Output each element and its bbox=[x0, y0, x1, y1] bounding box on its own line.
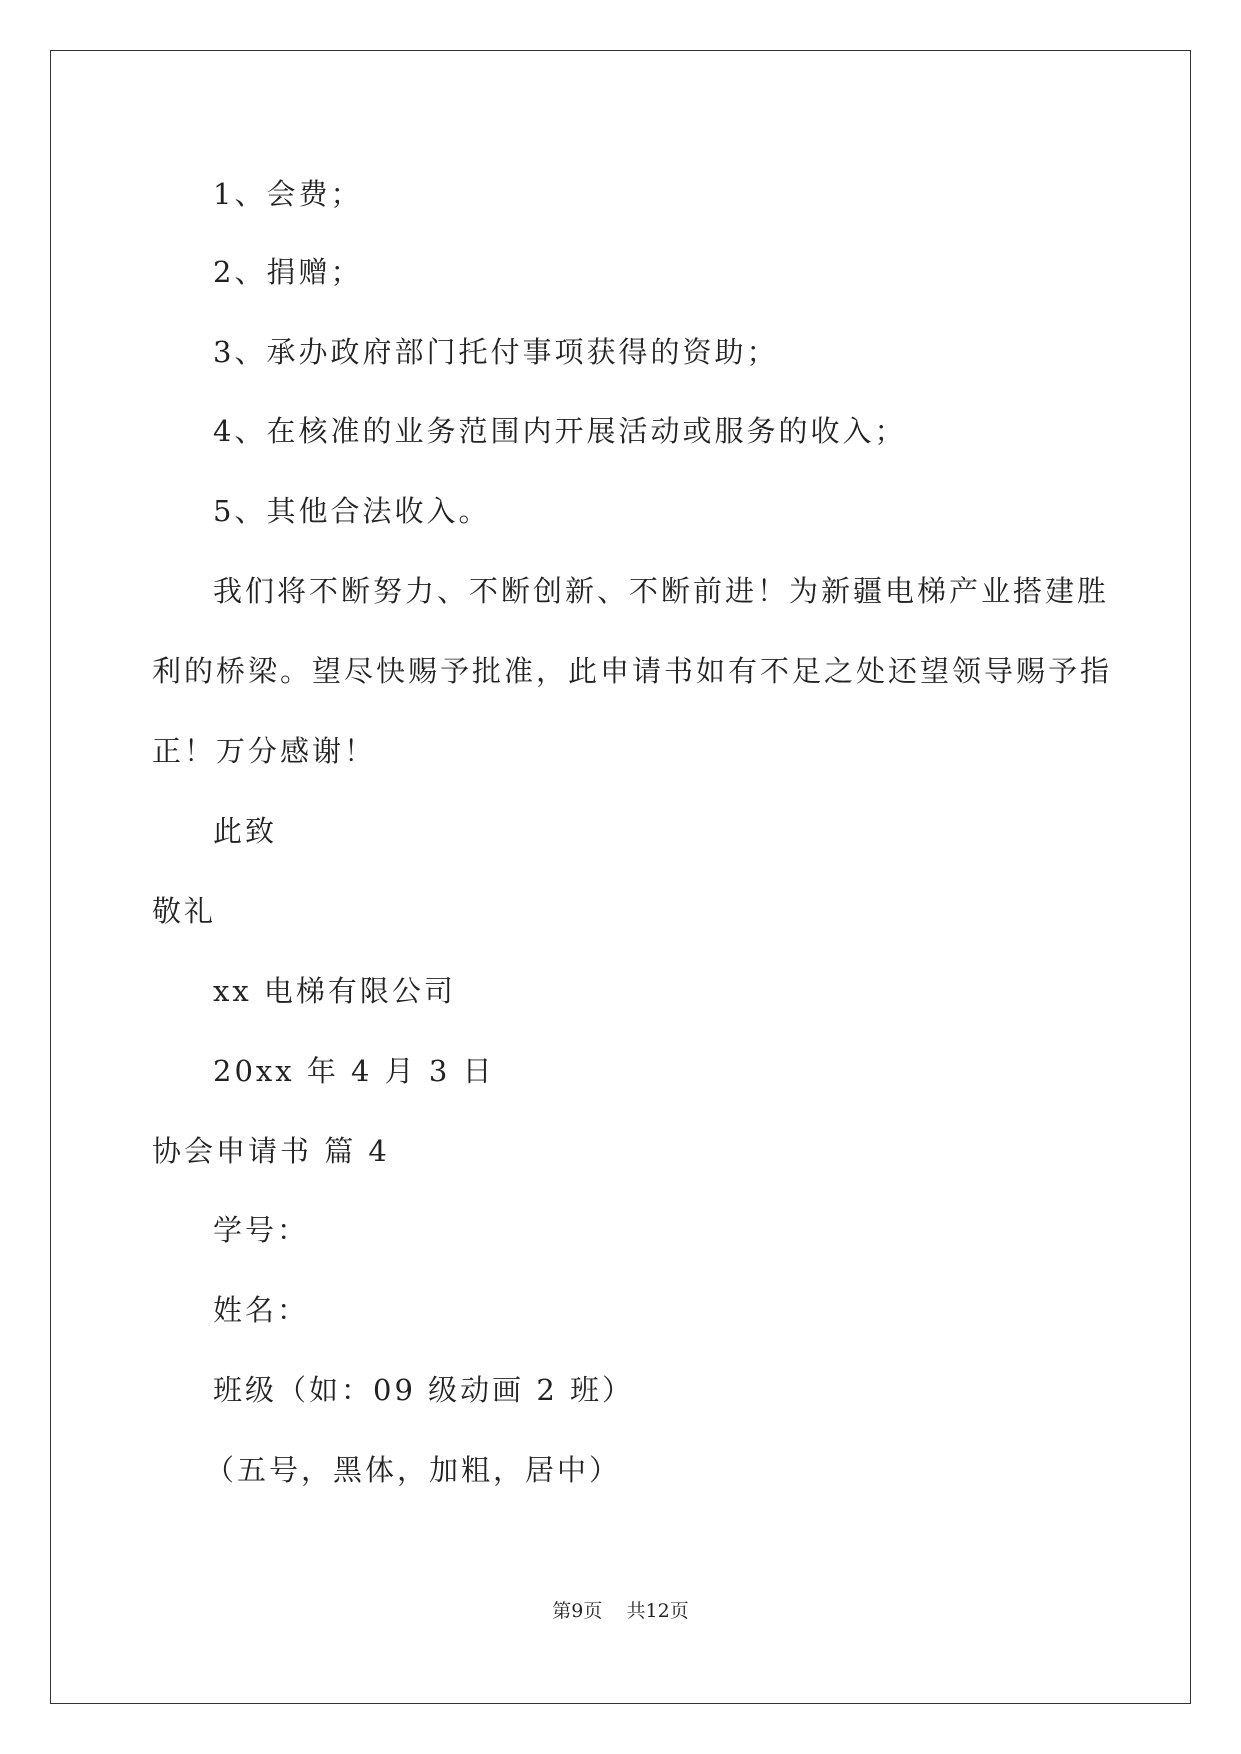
footer-current-page: 第9页 bbox=[552, 1600, 603, 1622]
list-item-other-income: 5、其他合法收入。 bbox=[213, 494, 491, 528]
form-field-class: 班级（如：09 级动画 2 班） bbox=[213, 1373, 635, 1407]
page-footer bbox=[0, 1599, 1241, 1623]
signature-date: 20xx 年 4 月 3 日 bbox=[213, 1054, 495, 1088]
format-note: （五号，黑体，加粗，居中） bbox=[205, 1453, 622, 1487]
footer-total-pages: 共12页 bbox=[626, 1600, 689, 1622]
list-item-government-funding: 3、承办政府部门托付事项获得的资助； bbox=[213, 335, 779, 369]
signature-company: xx 电梯有限公司 bbox=[213, 974, 456, 1008]
paragraph-line: 利的桥梁。望尽快赐予批准，此申请书如有不足之处还望领导赐予指 bbox=[152, 654, 1113, 688]
form-field-student-id: 学号： bbox=[213, 1213, 310, 1247]
paragraph-line: 正！万分感谢！ bbox=[152, 734, 377, 768]
list-item-donation: 2、捐赠； bbox=[213, 255, 363, 289]
list-item-service-income: 4、在核准的业务范围内开展活动或服务的收入； bbox=[213, 414, 907, 448]
closing-salutation: 此致 bbox=[213, 814, 278, 848]
form-field-name: 姓名： bbox=[213, 1293, 310, 1327]
list-item-membership-fee: 1、会费； bbox=[213, 177, 363, 211]
paragraph-line: 我们将不断努力、不断创新、不断前进！为新疆电梯产业搭建胜 bbox=[213, 574, 1110, 608]
closing-regards: 敬礼 bbox=[152, 894, 217, 928]
section-heading: 协会申请书 篇 4 bbox=[152, 1134, 390, 1168]
